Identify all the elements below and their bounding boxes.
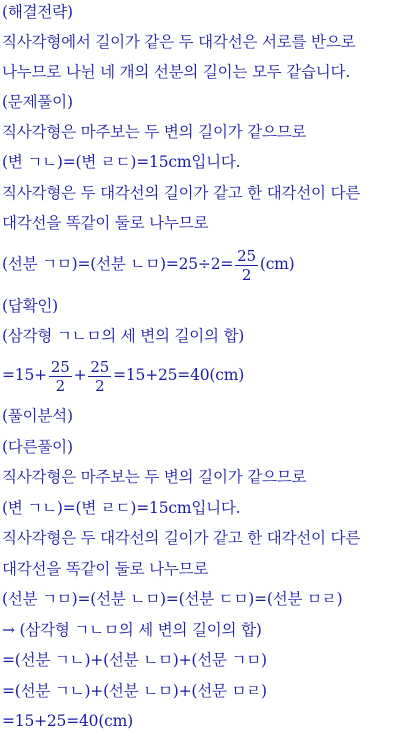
heading-solution-approach: (해결전략) xyxy=(2,3,73,21)
alt-line-6: → (삼각형 ㄱㄴㅁ의 세 변의 길이의 합) xyxy=(2,621,262,639)
check-eq-prefix: =15+ xyxy=(2,366,47,384)
fraction-numerator: 25 xyxy=(237,246,256,265)
solving-line-2: (변 ㄱㄴ)=(변 ㄹㄷ)=15cm입니다. xyxy=(2,153,241,171)
fraction-25-over-2 xyxy=(235,247,258,284)
alt-line-4: 대각선을 똑같이 둘로 나누므로 xyxy=(2,560,209,578)
check-fraction-1 xyxy=(49,358,72,395)
check-fraction-1-numerator: 25 xyxy=(50,357,70,376)
solving-line-3: 직사각형은 두 대각선의 길이가 같고 한 대각선이 다른 xyxy=(2,184,361,202)
approach-line-1: 직사각형에서 길이가 같은 두 대각선은 서로를 반으로 xyxy=(2,33,356,51)
check-fraction-2-numerator: 25 xyxy=(90,357,110,376)
heading-problem-solving: (문제풀이) xyxy=(2,93,73,111)
check-line-1: (삼각형 ㄱㄴㅁ의 세 변의 길이의 합) xyxy=(2,327,245,345)
solving-line-1: 직사각형은 마주보는 두 변의 길이가 같으므로 xyxy=(2,123,307,141)
solving-line-4: 대각선을 똑같이 둘로 나누므로 xyxy=(2,214,209,232)
check-fraction-1-denominator: 2 xyxy=(55,376,65,395)
fraction-denominator: 2 xyxy=(241,265,252,284)
heading-analysis: (풀이분석) xyxy=(2,407,73,425)
alt-line-2: (변 ㄱㄴ)=(변 ㄹㄷ)=15cm입니다. xyxy=(2,499,241,517)
check-fraction-2-denominator: 2 xyxy=(95,376,105,395)
alt-line-3: 직사각형은 두 대각선의 길이가 같고 한 대각선이 다른 xyxy=(2,529,361,547)
alt-line-8: =(선분 ㄱㄴ)+(선분 ㄴㅁ)+(선문 ㅁㄹ) xyxy=(2,682,267,700)
alt-line-1: 직사각형은 마주보는 두 변의 길이가 같으므로 xyxy=(2,468,307,486)
equation-unit: (cm) xyxy=(259,255,295,273)
approach-line-2: 나누므로 나뉜 네 개의 선분의 길이는 모두 같습니다. xyxy=(2,63,351,81)
solving-line-5-equation xyxy=(2,245,295,285)
alt-line-7: =(선분 ㄱㄴ)+(선분 ㄴㅁ)+(선문 ㄱㅁ) xyxy=(2,651,267,669)
heading-alternative: (다른풀이) xyxy=(2,438,73,456)
check-equation xyxy=(2,356,244,396)
alt-line-9: =15+25=40(cm) xyxy=(2,712,134,730)
check-eq-plus: + xyxy=(73,366,87,384)
equation-prefix: (선분 ㄱㅁ)=(선분 ㄴㅁ)=25÷2= xyxy=(2,255,234,273)
check-eq-suffix: =15+25=40(cm) xyxy=(113,366,245,384)
heading-answer-check: (답확인) xyxy=(2,297,59,315)
alt-line-5: (선분 ㄱㅁ)=(선분 ㄴㅁ)=(선분 ㄷㅁ)=(선분 ㅁㄹ) xyxy=(2,590,343,608)
check-fraction-2 xyxy=(88,358,111,395)
